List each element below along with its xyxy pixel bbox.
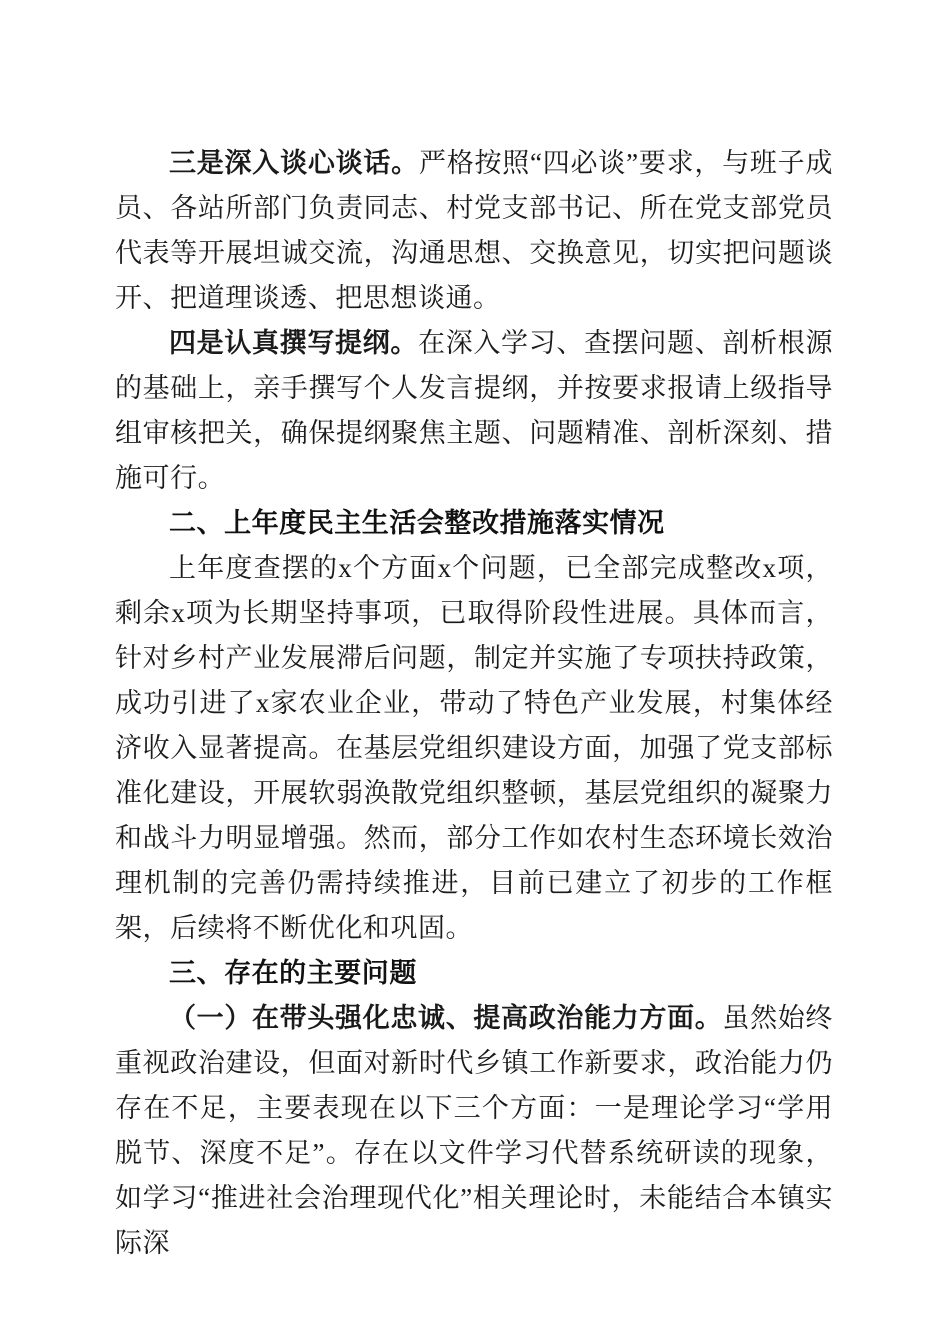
paragraph-text: 严格按照“四必谈”要求，与班子成员、各站所部门负责同志、村党支部书记、所在党支部党员代表等开展坦诚交流，沟通思想、交换意见，切实把问题谈开、把道理谈透、把思想谈通。: [115, 148, 833, 313]
paragraph-text: 上年度查摆的x个方面x个问题，已全部完成整改x项，剩余x项为长期坚持事项，已取得阶段性进展。具体而言，针对乡村产业发展滞后问题，制定并实施了专项扶持政策，成功引进了x家农业企业，带动了特色产业发展，村集体经济收入显著提高。在基层党组织建设方面，加强了党支部标准化建设，开展软弱涣散党组织整顿，基层党组织的凝聚力和战斗力明显增强。然而，部分工作如农村生态环境长效治理机制的完善仍需持续推进，目前已建立了初步的工作框架，后续将不断优化和巩固。: [115, 553, 833, 943]
section-heading: 二、上年度民主生活会整改措施落实情况: [169, 508, 665, 538]
paragraph-text: 虽然始终重视政治建设，但面对新时代乡镇工作新要求，政治能力仍存在不足，主要表现在以下三个方面：一是理论学习“学用脱节、深度不足”。存在以文件学习代替系统研读的现象，如学习“推进社会治理现代化”相关理论时，未能结合本镇实际深: [115, 1003, 833, 1258]
paragraph: [115, 141, 833, 321]
paragraph-text: 在深入学习、查摆问题、剖析根源的基础上，亲手撰写个人发言提纲，并按要求报请上级指导组审核把关，确保提纲聚焦主题、问题精准、剖析深刻、措施可行。: [115, 328, 833, 493]
paragraph-lead: 四是认真撰写提纲。: [169, 328, 419, 358]
paragraph: [115, 996, 833, 1266]
paragraph-lead: 三是深入谈心谈话。: [169, 148, 419, 178]
section-heading: 三、存在的主要问题: [169, 958, 417, 988]
paragraph: [115, 321, 833, 501]
paragraph-lead: （一）在带头强化忠诚、提高政治能力方面。: [169, 1003, 723, 1033]
paragraph: [115, 546, 833, 951]
